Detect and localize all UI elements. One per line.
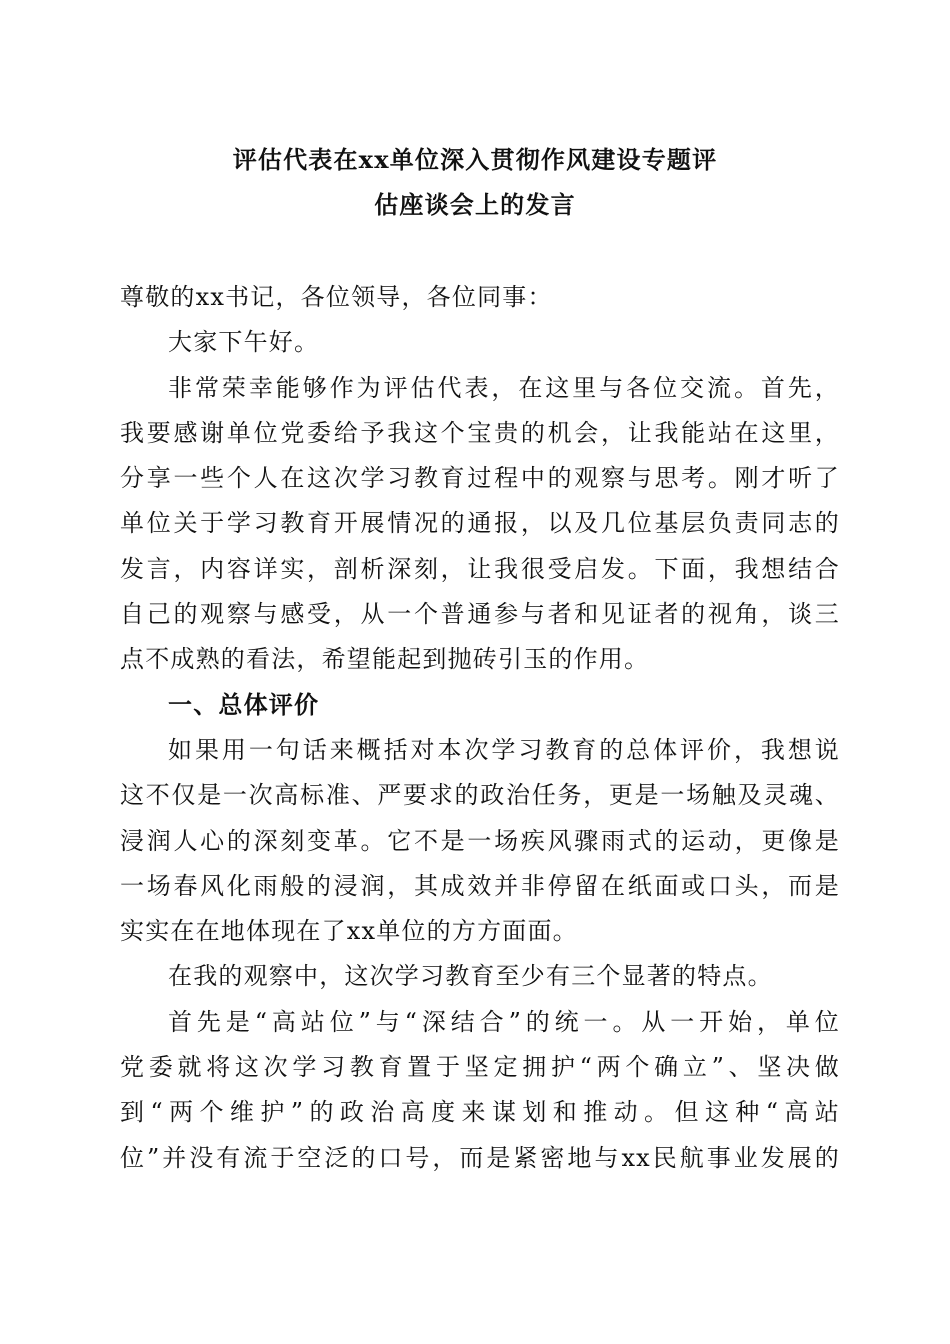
greeting: 大家下午好。 bbox=[168, 328, 320, 357]
paragraph-line: 到“两个维护”的政治高度来谋划和推动。但这种“高站 bbox=[120, 1098, 840, 1127]
paragraph-overall-evaluation bbox=[120, 728, 840, 954]
paragraph-line: 非常荣幸能够作为评估代表，在这里与各位交流。首先， bbox=[168, 373, 840, 402]
title-line-1: 评估代表在xx单位深入贯彻作风建设专题评 bbox=[232, 145, 718, 174]
paragraph-line: 实实在在地体现在了xx单位的方方面面。 bbox=[120, 917, 578, 946]
paragraph-line: 首先是“高站位”与“深结合”的统一。从一开始，单位 bbox=[168, 1007, 840, 1036]
title-line-2: 估座谈会上的发言 bbox=[374, 190, 576, 220]
paragraph-line: 发言，内容详实，剖析深刻，让我很受启发。下面，我想结合 bbox=[120, 554, 840, 583]
paragraph-line: 点不成熟的看法，希望能起到抛砖引玉的作用。 bbox=[120, 645, 650, 674]
paragraph-line: 分享一些个人在这次学习教育过程中的观察与思考。刚才听了 bbox=[120, 464, 840, 493]
paragraph-line: 这不仅是一次高标准、严要求的政治任务，更是一场触及灵魂、 bbox=[120, 781, 840, 810]
paragraph-three-features: 在我的观察中，这次学习教育至少有三个显著的特点。 bbox=[168, 962, 773, 991]
paragraph-line: 浸润人心的深刻变革。它不是一场疾风骤雨式的运动，更像是 bbox=[120, 826, 840, 855]
salutation: 尊敬的xx书记，各位领导，各位同事： bbox=[120, 283, 553, 311]
paragraph-line: 如果用一句话来概括对本次学习教育的总体评价，我想说 bbox=[168, 735, 840, 764]
document-title bbox=[100, 137, 850, 228]
paragraph-line: 单位关于学习教育开展情况的通报，以及几位基层负责同志的 bbox=[120, 509, 840, 538]
paragraph-line: 自己的观察与感受，从一个普通参与者和见证者的视角，谈三 bbox=[120, 600, 840, 629]
paragraph-line: 位”并没有流于空泛的口号，而是紧密地与xx民航事业发展的 bbox=[120, 1143, 840, 1172]
section-heading-overall-evaluation: 一、总体评价 bbox=[168, 690, 320, 719]
paragraph-intro bbox=[120, 366, 840, 683]
document-body bbox=[120, 275, 840, 1181]
paragraph-line: 党委就将这次学习教育置于坚定拥护“两个确立”、坚决做 bbox=[120, 1053, 840, 1082]
paragraph-line: 我要感谢单位党委给予我这个宝贵的机会，让我能站在这里， bbox=[120, 418, 840, 447]
paragraph-line: 一场春风化雨般的浸润，其成效并非停留在纸面或口头，而是 bbox=[120, 871, 840, 900]
paragraph-first-feature bbox=[120, 1000, 840, 1181]
